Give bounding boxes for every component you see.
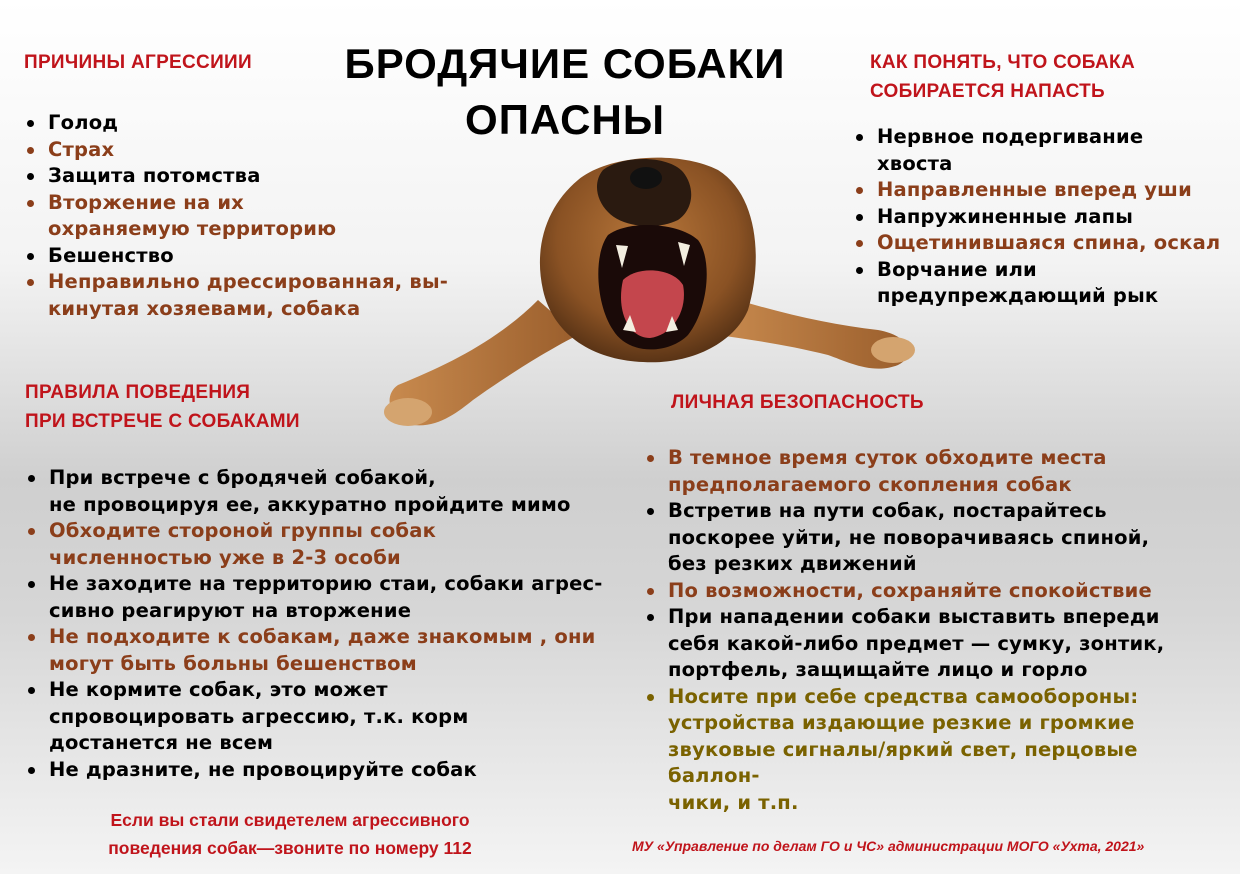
safety-heading: ЛИЧНАЯ БЕЗОПАСНОСТЬ [671,392,924,413]
rules-heading: ПРАВИЛА ПОВЕДЕНИЯ ПРИ ВСТРЕЧЕ С СОБАКАМИ [25,382,300,432]
list-item: Не дразните, не провоцируйте собак [25,757,615,784]
signs-heading: КАК ПОНЯТЬ, ЧТО СОБАКА СОБИРАЕТСЯ НАПАСТЬ [870,52,1135,102]
list-item: В темное время суток обходите места предполагаемого скопления собак [644,445,1234,498]
list-item: Ворчание или предупреждающий рык [853,257,1233,310]
list-item: Неправильно дрессированная, вы- кинутая хозяевами, собака [24,269,484,322]
title-line-1: БРОДЯЧИЕ СОБАКИ [344,40,786,87]
footer-credit: МУ «Управление по делам ГО и ЧС» администрации МОГО «Ухта, 2021» [632,838,1145,854]
list-item: Носите при себе средства самообороны: устройства издающие резкие и громкие звуковые сигналы/яркий свет, перцовые баллон- чики, и т.п. [644,684,1234,817]
causes-heading: ПРИЧИНЫ АГРЕССИИИ [24,52,252,73]
list-item: Не кормите собак, это может спровоцировать агрессию, т.к. корм достанется не всем [25,677,615,757]
list-item: При нападении собаки выставить впереди себя какой-либо предмет — сумку, зонтик, портфель, защищайте лицо и горло [644,604,1234,684]
safety-section [644,388,1234,816]
list-item: Не заходите на территорию стаи, собаки агрес- сивно реагируют на вторжение [25,571,615,624]
list-item: По возможности, сохраняйте спокойствие [644,578,1234,605]
signs-list [853,124,1233,310]
causes-list [24,110,484,322]
list-item: Ощетинившаяся спина, оскал [853,230,1233,257]
list-item: Вторжение на их охраняемую территорию [24,190,484,243]
causes-section [24,48,484,322]
list-item: Встретив на пути собак, постарайтесь поскорее уйти, не поворачиваясь спиной, без резких движений [644,498,1234,578]
list-item: Нервное подергивание хвоста [853,124,1233,177]
signs-section [853,48,1233,310]
safety-list [644,445,1234,816]
emergency-note: Если вы стали свидетелем агрессивного поведения собак—звоните по номеру 112 [108,810,472,858]
rules-section [25,378,615,783]
list-item: Голод [24,110,484,137]
list-item: Направленные вперед уши [853,177,1233,204]
list-item: Не подходите к собакам, даже знакомым , они могут быть больны бешенством [25,624,615,677]
list-item: Страх [24,137,484,164]
list-item: Обходите стороной группы собак численностью уже в 2-3 особи [25,518,615,571]
title-line-2: ОПАСНЫ [465,96,665,143]
list-item: Защита потомства [24,163,484,190]
rules-list [25,465,615,783]
list-item: Напружиненные лапы [853,204,1233,231]
list-item: При встрече с бродячей собакой, не провоцируя ее, аккуратно пройдите мимо [25,465,615,518]
list-item: Бешенство [24,243,484,270]
